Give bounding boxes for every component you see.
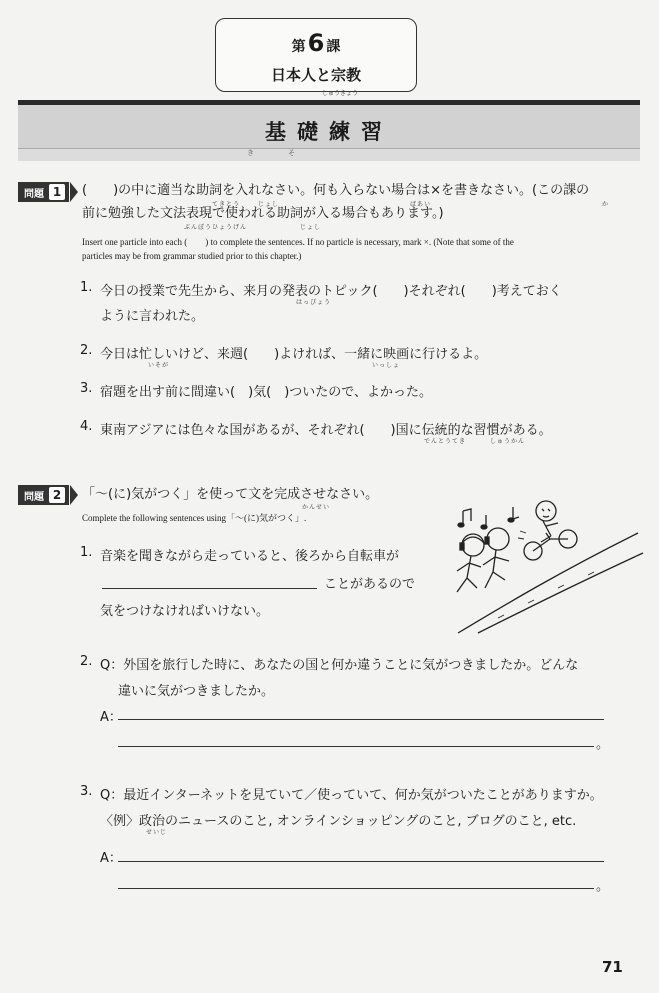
problem-1-item-1-line1: 今日の授業で先生から、来月の発表のトピック( )それぞれ( )考えておく [100,284,562,299]
problem-2-item-3-example: 〈例〉政治のニュースのこと, オンラインショッピングのこと, ブログのこと, etc. [100,814,577,829]
lesson-title-ruby: しゅうきょう [322,90,359,97]
section-ruby-ki: き [247,149,254,157]
section-title: 基礎練習 [265,120,393,144]
problem-2-item-2-answer-line-2[interactable] [118,746,594,747]
problem-1-item-4-line1: 東南アジアには色々な国があるが、それぞれ( )国に伝統的な習慣がある。 [100,423,552,438]
problem-2-item-1-number: 1. [80,545,93,560]
problem-1-item-2-number: 2. [80,343,93,358]
problem-2-item-2-line1: Q：外国を旅行した時に、あなたの国と何か違うことに気がつきましたか。どんな [100,658,579,673]
problem-2-item-1-blank[interactable] [102,588,317,589]
problem-1-ruby: じょし [300,224,322,231]
problem-1-item-1-number: 1. [80,280,93,295]
problem-1-arrow-icon [70,182,78,202]
problem-1-label [18,182,69,202]
problem-1-label-text: 問題 [24,188,44,200]
problem-1-ruby: か [602,201,610,208]
problem-1-item-4-number: 4. [80,419,93,434]
problem-2-item-3-line1: Q：最近インターネットを見ていて／使っていて、何か気がついたことがありますか。 [100,788,603,803]
lesson-num-prefix: 第 [291,39,306,55]
problem-1-item-2-ruby: いそが [148,362,170,369]
problem-2-item-3-end-mark: 。 [596,879,610,894]
problem-1-item-1-ruby: はっぴょう [296,299,332,306]
problem-1-instruction-line2: 前に勉強した文法表現で使われる助詞が入る場合もあります。) [82,206,444,221]
problem-1-item-1-line2: ように言われた。 [100,309,205,324]
lesson-number [216,29,416,57]
problem-2-item-3-answer-line-1[interactable] [118,861,604,862]
section-band [18,100,640,161]
problem-2-item-2-answer-label: A： [100,710,122,725]
problem-1-ruby: ばあい [410,201,432,208]
lesson-header-box [215,18,417,92]
problem-2-item-1-line3: 気をつけなければいけない。 [100,604,270,619]
lesson-num: 6 [307,29,325,57]
problem-2-label-text: 問題 [24,491,44,503]
problem-1-ruby: じょし [258,201,280,208]
problem-1-ruby: ぶんぽうひょうげん [184,224,248,231]
lesson-title: 日本人と宗教 [270,66,361,84]
problem-1-ruby: てきとう [212,201,241,208]
problem-1-instruction-line1: ( )の中に適当な助詞を入れなさい。何も入らない場合は×を書きなさい。(この課の [82,183,590,198]
problem-2-number: 2 [49,487,65,503]
problem-1-number: 1 [49,184,65,200]
problem-2-item-2-end-mark: 。 [596,737,610,752]
page-number: 71 [602,958,623,976]
problem-2-item-2-line2: 違いに気がつきましたか。 [118,684,275,699]
problem-1-item-2-line1: 今日は忙しいけど、来週( )よければ、一緒に映画に行けるよ。 [100,347,488,362]
problem-2-instruction: 「〜(に)気がつく」を使って文を完成させなさい。 [82,487,379,502]
section-band-inner [18,105,640,149]
problem-1-english-line1: Insert one particle into each ( ) to complete the sentences. If no particle is necessary, mark ×. (Note that some of the [82,237,514,247]
section-ruby-so: そ [288,149,295,157]
problem-1-item-4-ruby: でんとうてき [424,438,467,445]
problem-1-item-2-ruby: いっしょ [372,362,401,369]
problem-1-english-line2: particles may be from grammar studied prior to this chapter.) [82,251,302,261]
problem-2-item-3-example-ruby: せいじ [146,829,168,836]
problem-2-instruction-ruby: かんせい [302,504,331,511]
problem-2-english: Complete the following sentences using「〜(に)気がつく」. [82,513,307,523]
problem-1-item-4-ruby: しゅうかん [490,438,526,445]
problem-2-item-2-number: 2. [80,654,93,669]
problem-2-item-3-number: 3. [80,784,93,799]
problem-2-item-3-answer-label: A： [100,851,122,866]
problem-2-item-2-answer-line-1[interactable] [118,719,604,720]
problem-2-item-1-line1: 音楽を聞きながら走っていると、後ろから自転車が [100,549,400,564]
problem-2-arrow-icon [70,485,78,505]
runners-illustration [438,493,648,638]
lesson-num-suffix: 課 [326,39,341,55]
problem-1-item-3-line1: 宿題を出す前に間違い( )気( )ついたので、よかった。 [100,385,433,400]
problem-2-item-1-line2: ことがあるので [324,577,416,592]
problem-2-label [18,485,69,505]
problem-2-item-3-answer-line-2[interactable] [118,888,594,889]
problem-1-item-3-number: 3. [80,381,93,396]
